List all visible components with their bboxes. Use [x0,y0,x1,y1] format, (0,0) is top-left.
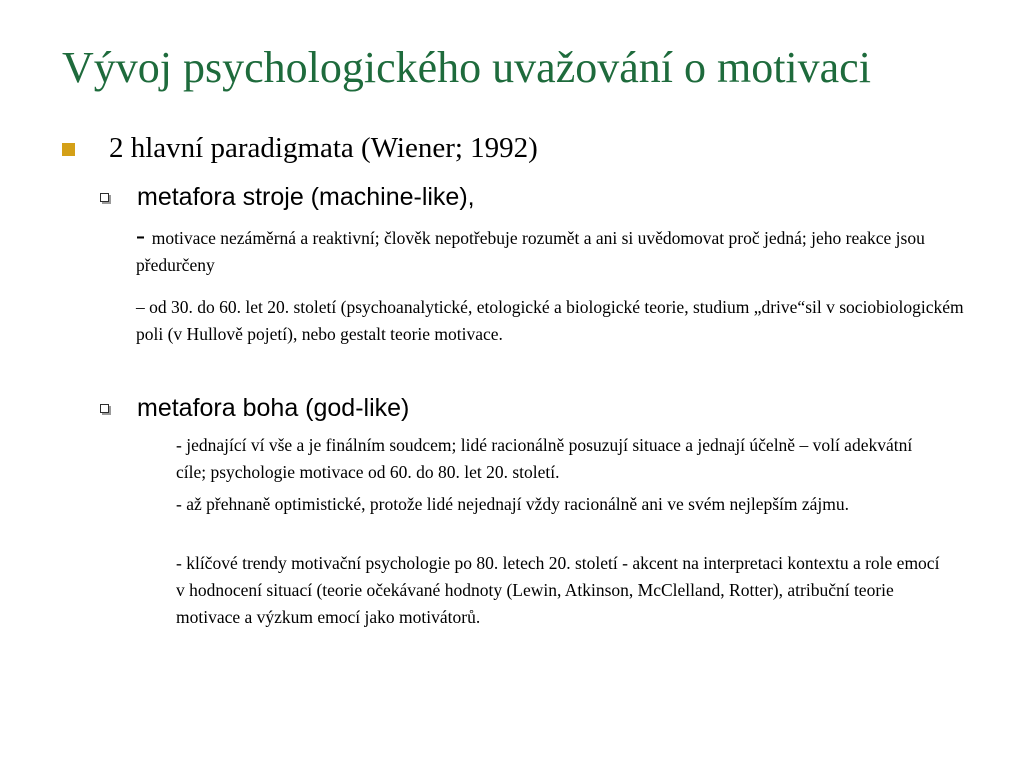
subheading-text: metafora stroje (machine-like), [137,183,475,211]
square-bullet-icon [62,143,75,156]
main-bullet-text: 2 hlavní paradigmata (Wiener; 1992) [109,132,538,164]
dash-marker: - [136,220,152,250]
subheading-text: metafora boha (god-like) [137,394,410,422]
slide-title: Vývoj psychologického uvažování o motivaci [62,43,871,92]
paragraph-text: motivace nezáměrná a reaktivní; člověk nepotřebuje rozumět a ani si uvědomovat proč jedná; jeho reakce jsou předurčeny [136,228,925,275]
paragraph: – od 30. do 60. let 20. století (psychoanalytické, etologické a biologické teorie, studium „drive“sil v sociobiologickém poli (v Hullově pojetí), nebo gestalt teorie motivace. [136,297,964,344]
hollow-square-bullet-icon [100,193,109,202]
paragraph: - až přehnaně optimistické, protože lidé nejednají vždy racionálně ani ve svém nejlepším zájmu. [176,494,850,514]
paragraph: - klíčové trendy motivační psychologie po 80. letech 20. století - akcent na interpretaci kontextu a role emocí v hodnocení situací (teorie očekávané hodnoty (Lewin, Atkinson, McClelland, Rotter), atribuční teorie motivace a výzkum emocí jako motivátorů. [176,553,940,627]
hollow-square-bullet-icon [100,404,109,413]
paragraph: - jednající ví vše a je finálním soudcem; lidé racionálně posuzují situace a jednají účelně – volí adekvátní cíle; psychologie motivace od 60. do 80. let 20. století. [176,435,913,482]
paragraph [136,222,966,279]
